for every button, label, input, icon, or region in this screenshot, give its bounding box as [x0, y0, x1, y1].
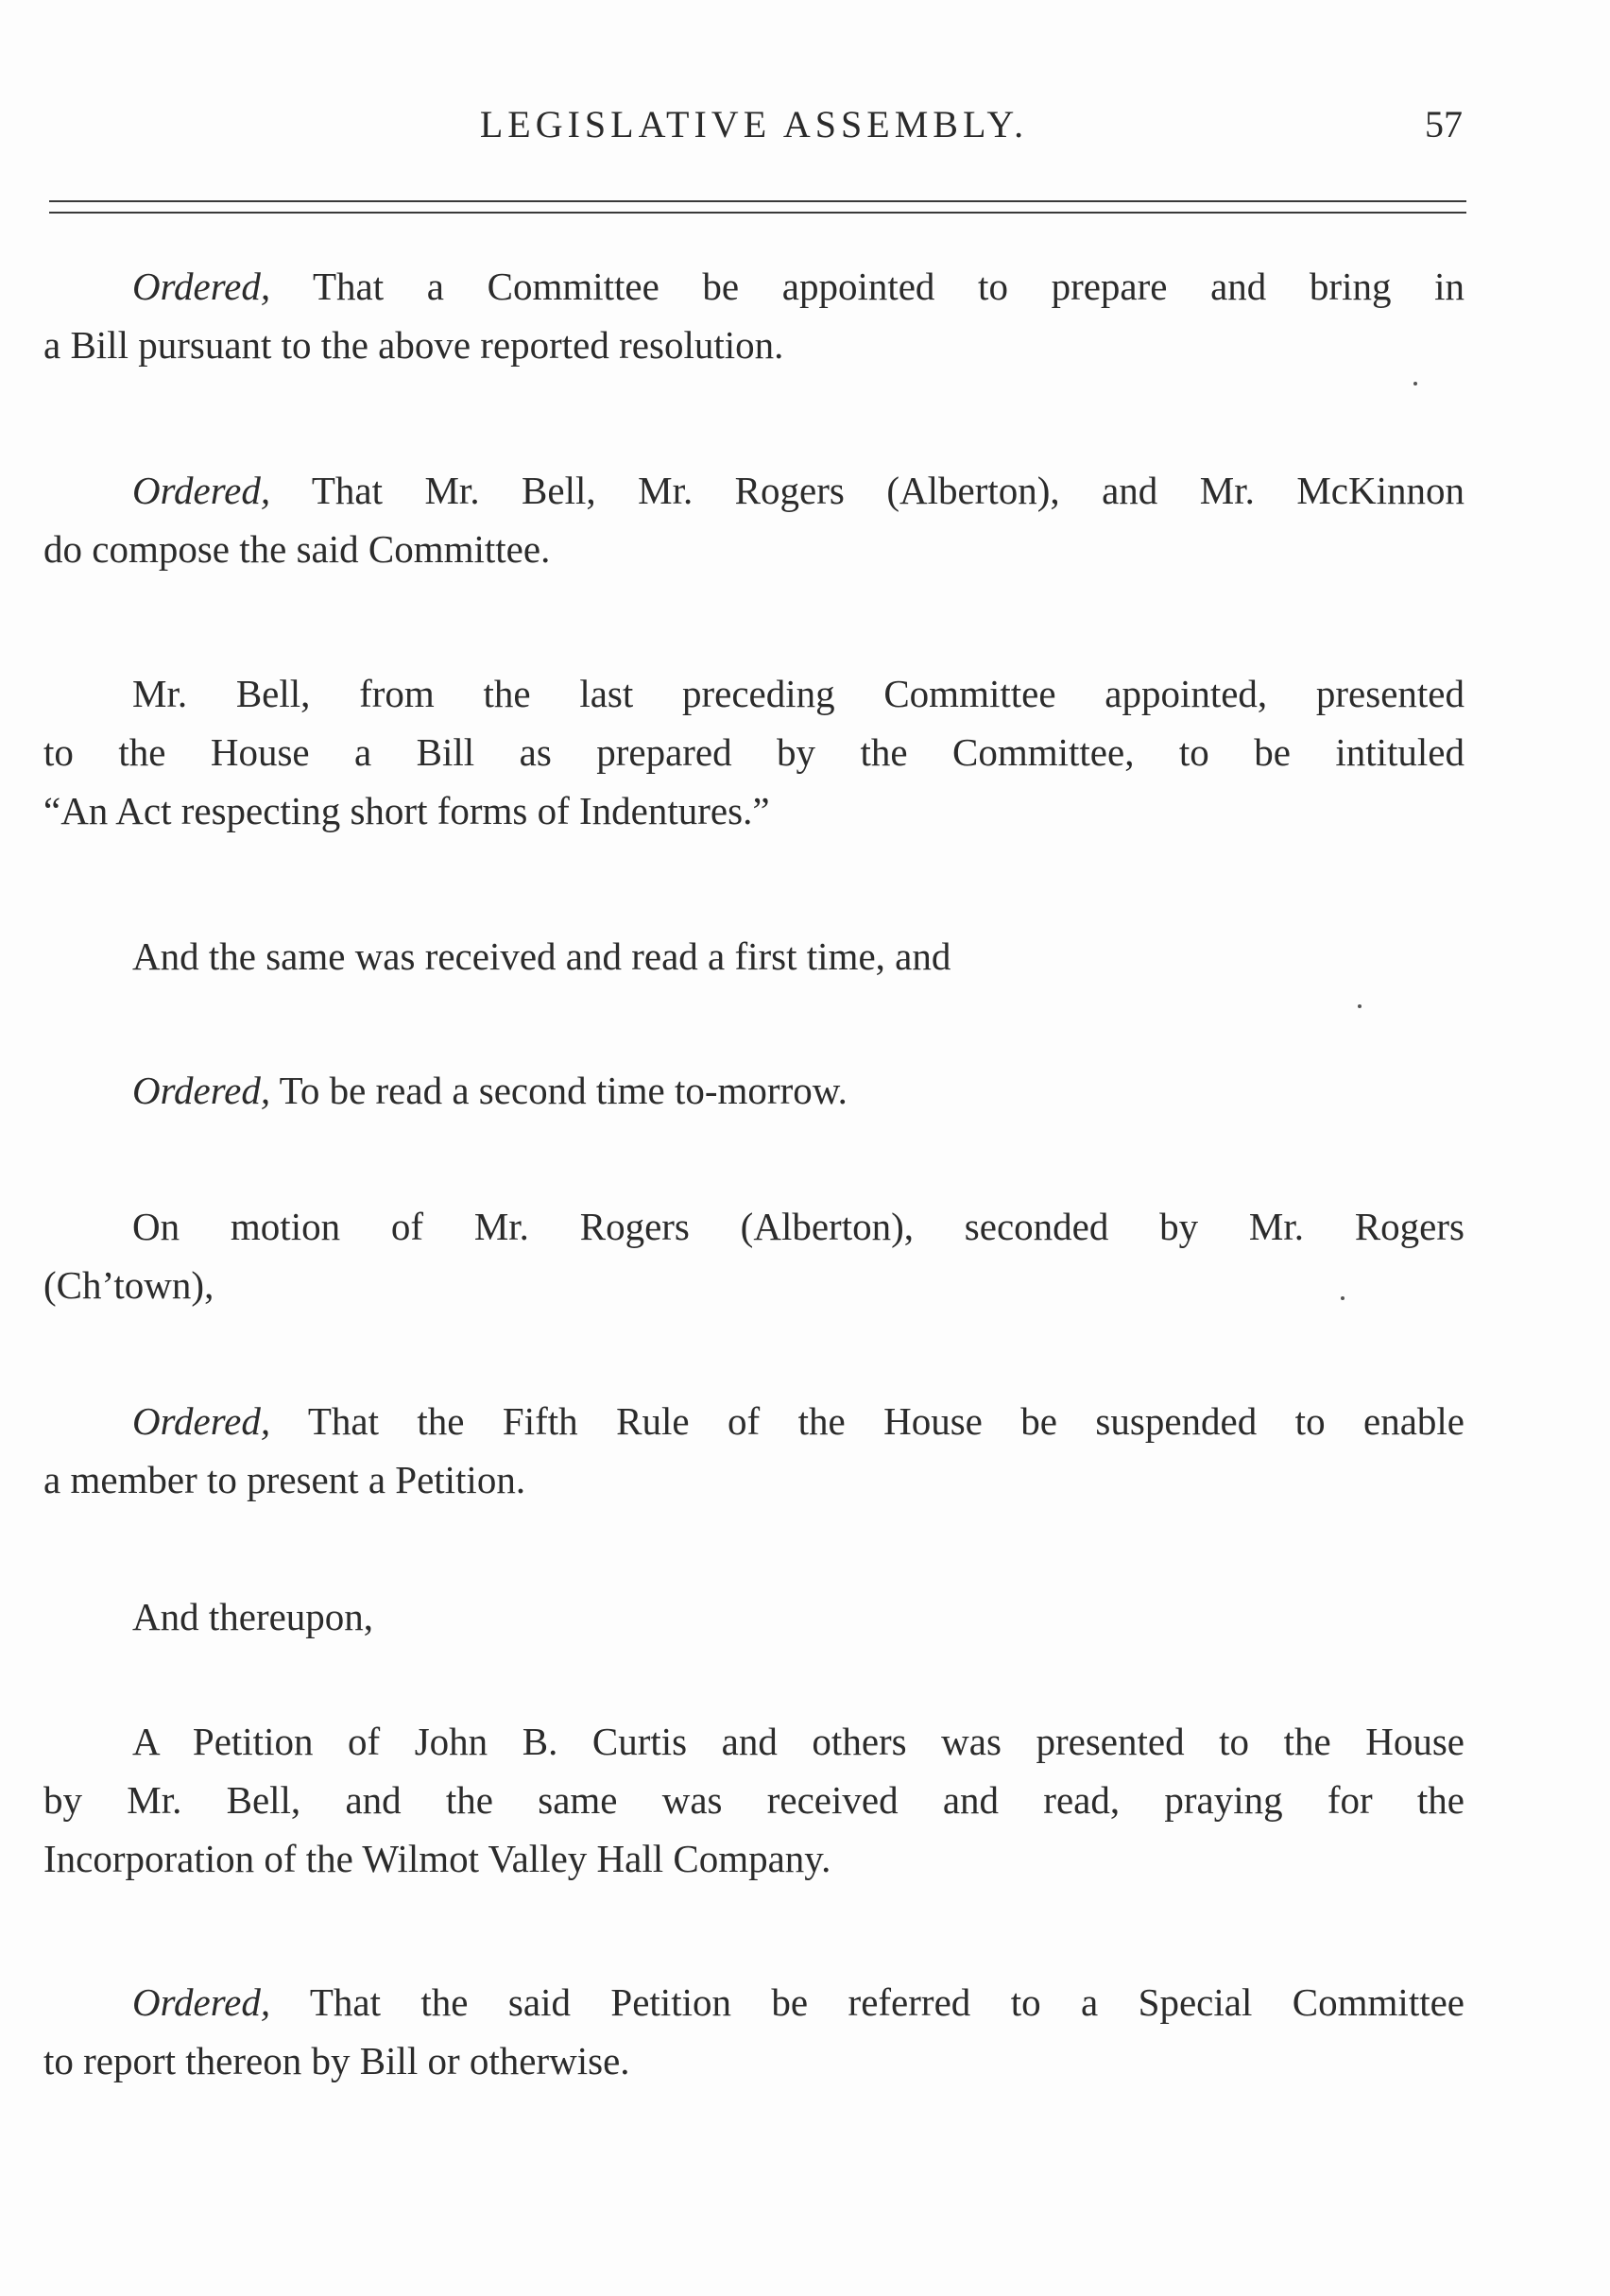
paragraph-ordered-second-reading — [43, 1061, 1464, 1120]
page-number: 57 — [1425, 103, 1463, 146]
print-speck — [1341, 1296, 1345, 1300]
ordered-lead: Ordered, — [132, 1980, 271, 2024]
paragraph-line: “An Act respecting short forms of Indentures.” — [43, 789, 770, 832]
line-text: That the said Petition be referred to a Special Committee — [270, 1980, 1464, 2024]
ordered-lead: Ordered, — [132, 1399, 271, 1443]
paragraph-line — [43, 1061, 1464, 1120]
print-speck — [1413, 382, 1417, 386]
line-text: That the Fifth Rule of the House be suspended to enable — [270, 1399, 1464, 1443]
paragraph-bill-presented — [43, 664, 1464, 840]
paragraph-line: Mr. Bell, from the last preceding Committee appointed, presented — [132, 672, 1464, 715]
paragraph-line: to report thereon by Bill or otherwise. — [43, 2039, 630, 2082]
line-text: That Mr. Bell, Mr. Rogers (Alberton), and Mr. McKinnon — [270, 469, 1464, 512]
paragraph-line: (Ch’town), — [43, 1263, 214, 1307]
paragraph-petition — [43, 1712, 1464, 1888]
print-speck — [1358, 1004, 1362, 1008]
ordered-lead: Ordered, — [132, 1069, 271, 1112]
paragraph-line: to the House a Bill as prepared by the Committee, to be intituled — [43, 730, 1464, 774]
paragraph-line: a member to present a Petition. — [43, 1458, 526, 1501]
paragraph-ordered-rule-suspended — [43, 1392, 1464, 1509]
paragraph-line: do compose the said Committee. — [43, 527, 551, 571]
paragraph-line: And thereupon, — [132, 1595, 374, 1638]
line-text: To be read a second time to-morrow. — [270, 1069, 848, 1112]
paragraph-line — [43, 461, 1464, 520]
line-text: That a Committee be appointed to prepare and bring in — [270, 265, 1464, 308]
paragraph-motion — [43, 1197, 1464, 1314]
paragraph-line — [43, 257, 1464, 316]
paragraph-line: Incorporation of the Wilmot Valley Hall Company. — [43, 1837, 831, 1880]
header-rule-top — [49, 200, 1466, 202]
paragraph-ordered-committee — [43, 257, 1464, 374]
paragraph-line: On motion of Mr. Rogers (Alberton), seconded by Mr. Rogers — [132, 1205, 1464, 1248]
paragraph-thereupon — [43, 1587, 1464, 1646]
page-header — [45, 102, 1463, 159]
paragraph-ordered-compose — [43, 461, 1464, 578]
paragraph-first-reading — [43, 927, 1464, 985]
paragraph-line: by Mr. Bell, and the same was received and read, praying for the — [43, 1778, 1464, 1822]
paragraph-line: a Bill pursuant to the above reported resolution. — [43, 323, 784, 367]
ordered-lead: Ordered, — [132, 265, 271, 308]
running-title: LEGISLATIVE ASSEMBLY. — [479, 103, 1029, 146]
paragraph-ordered-referred — [43, 1973, 1464, 2090]
paragraph-line: A Petition of John B. Curtis and others was presented to the House — [132, 1720, 1464, 1763]
header-rule-bottom — [49, 212, 1466, 214]
paragraph-line — [43, 1392, 1464, 1450]
paragraph-line: And the same was received and read a first time, and — [132, 934, 951, 978]
ordered-lead: Ordered, — [132, 469, 271, 512]
paragraph-line — [43, 1973, 1464, 2031]
